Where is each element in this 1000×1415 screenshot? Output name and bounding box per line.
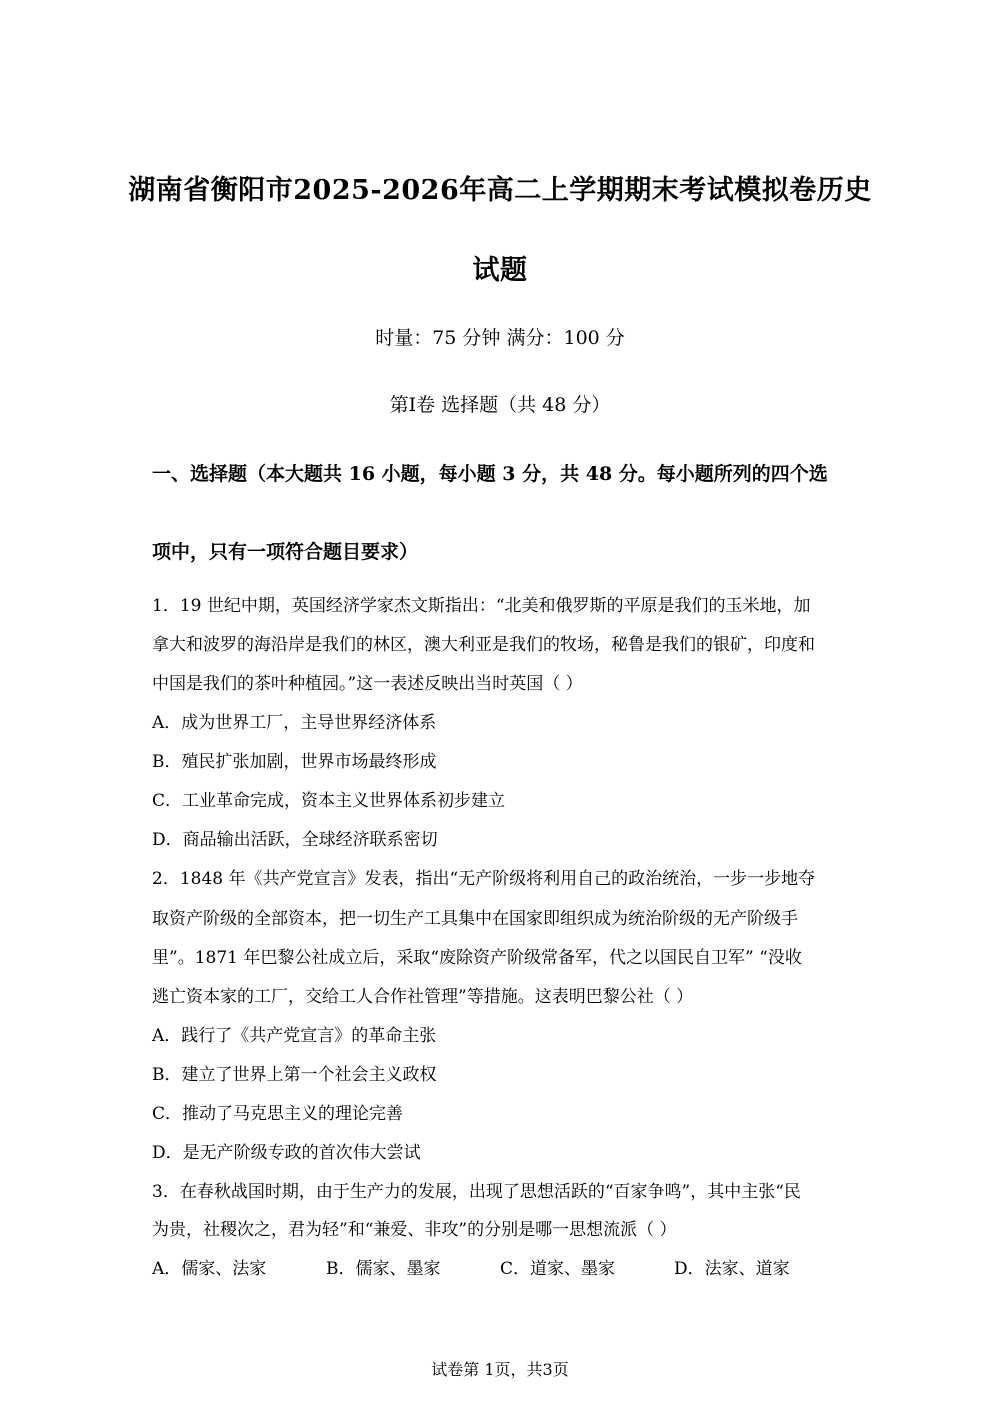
question-2-option-a: A．践行了《共产党宣言》的革命主张 [152, 1026, 437, 1046]
question-3-stem-line: 3．在春秋战国时期，由于生产力的发展，出现了思想活跃的“百家争鸣”，其中主张“民 [152, 1182, 801, 1202]
page-footer: 试卷第 1页，共3页 [431, 1360, 569, 1379]
question-1-option-a: A．成为世界工厂，主导世界经济体系 [152, 713, 437, 733]
part-title: 第Ⅰ卷 选择题（共 48 分） [389, 394, 611, 416]
question-2-option-b: B．建立了世界上第一个社会主义政权 [152, 1065, 437, 1085]
question-1-option-c: C．工业革命完成，资本主义世界体系初步建立 [152, 791, 506, 811]
question-3-option-b: B．儒家、墨家 [326, 1259, 441, 1279]
question-1-stem-line: 拿大和波罗的海沿岸是我们的林区，澳大利亚是我们的牧场，秘鲁是我们的银矿，印度和 [152, 635, 815, 655]
question-2-stem-line: 逃亡资本家的工厂，交给工人合作社管理”等措施。这表明巴黎公社（ ） [152, 987, 694, 1007]
question-2-option-d: D．是无产阶级专政的首次伟大尝试 [152, 1143, 421, 1163]
question-3-option-c: C．道家、墨家 [500, 1259, 616, 1279]
exam-meta: 时量：75 分钟 满分：100 分 [375, 327, 625, 349]
section-instruction-line-2: 项中，只有一项符合题目要求） [152, 541, 419, 563]
question-3-option-a: A．儒家、法家 [152, 1259, 267, 1279]
question-1-option-b: B．殖民扩张加剧，世界市场最终形成 [152, 752, 437, 772]
section-instruction-line-1: 一、选择题（本大题共 16 小题，每小题 3 分，共 48 分。每小题所列的四个选 [152, 463, 828, 485]
question-2-option-c: C．推动了马克思主义的理论完善 [152, 1104, 404, 1124]
question-1-stem-line: 1．19 世纪中期，英国经济学家杰文斯指出：“北美和俄罗斯的平原是我们的玉米地，加 [152, 596, 811, 616]
question-2-stem-line: 里”。1871 年巴黎公社成立后，采取“废除资产阶级常备军，代之以国民自卫军” “没收 [152, 948, 802, 968]
question-3-option-d: D．法家、道家 [674, 1259, 790, 1279]
exam-title-line-2: 试题 [472, 255, 528, 286]
question-3-stem-line: 为贵，社稷次之，君为轻”和“兼爱、非攻”的分别是哪一思想流派（ ） [152, 1220, 677, 1240]
question-1-stem-line: 中国是我们的茶叶种植园。”这一表述反映出当时英国（ ） [152, 674, 583, 694]
question-2-stem-line: 2．1848 年《共产党宣言》发表，指出“无产阶级将利用自己的政治统治，一步一步地夺 [152, 869, 816, 889]
question-2-stem-line: 取资产阶级的全部资本，把一切生产工具集中在国家即组织成为统治阶级的无产阶级手 [152, 909, 798, 929]
exam-title-line-1: 湖南省衡阳市2025-2026年高二上学期期末考试模拟卷历史 [128, 175, 872, 206]
question-1-option-d: D．商品输出活跃，全球经济联系密切 [152, 830, 438, 850]
